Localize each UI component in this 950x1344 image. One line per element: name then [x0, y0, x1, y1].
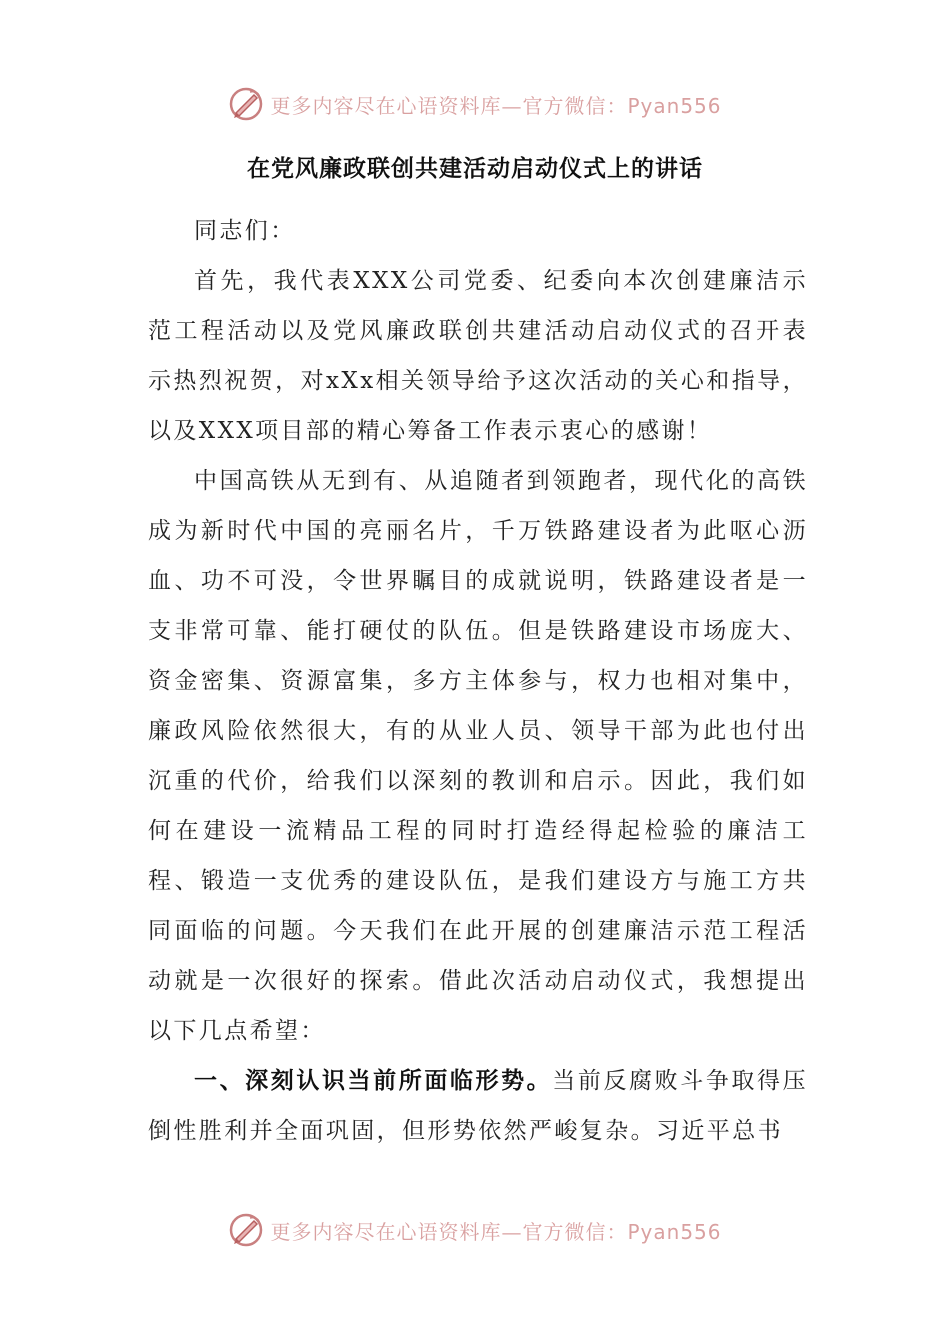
paragraph-2: 中国高铁从无到有、从追随者到领跑者，现代化的高铁成为新时代中国的亮丽名片，千万铁路建设者为此呕心沥血、功不可没，令世界瞩目的成就说明，铁路建设者是一支非常可靠、能打硬仗的队伍。但是铁路建设市场庞大、资金密集、资源富集，多方主体参与，权力也相对集中，廉政风险依然很大，有的从业人员、领导干部为此也付出沉重的代价，给我们以深刻的教训和启示。因此，我们如何在建设一流精品工程的同时打造经得起检验的廉洁工程、锻造一支优秀的建设队伍，是我们建设方与施工方共同面临的问题。今天我们在此开展的创建廉洁示范工程活动就是一次很好的探索。借此次活动启动仪式，我想提出以下几点希望： [148, 468, 808, 1044]
document-body [148, 206, 808, 1156]
watermark-bottom [0, 1208, 950, 1252]
section-1-paragraph [148, 1056, 808, 1156]
paragraph-1: 首先，我代表XXX公司党委、纪委向本次创建廉洁示范工程活动以及党风廉政联创共建活动启动仪式的召开表示热烈祝贺，对xXx相关领导给予这次活动的关心和指导，以及XXX项目部的精心筹备工作表示衷心的感谢！ [148, 268, 808, 444]
pen-logo-icon [228, 86, 264, 122]
pen-logo-icon [228, 1212, 264, 1248]
document-title: 在党风廉政联创共建活动启动仪式上的讲话 [247, 155, 703, 182]
section-1-text: 当前反腐败斗争取得压倒性胜利并全面巩固，但形势依然严峻复杂。习近平总书 [148, 1068, 808, 1144]
salutation: 同志们： [194, 218, 296, 244]
section-1-heading: 一、深刻认识当前所面临形势。 [194, 1067, 553, 1094]
watermark-text: 更多内容尽在心语资料库—官方微信：Pyan556 [270, 1219, 722, 1244]
watermark-top [0, 82, 950, 126]
watermark-wechat-id: Pyan556 [627, 1219, 722, 1244]
watermark-wechat-id: Pyan556 [627, 93, 722, 118]
watermark-text: 更多内容尽在心语资料库—官方微信：Pyan556 [270, 93, 722, 118]
